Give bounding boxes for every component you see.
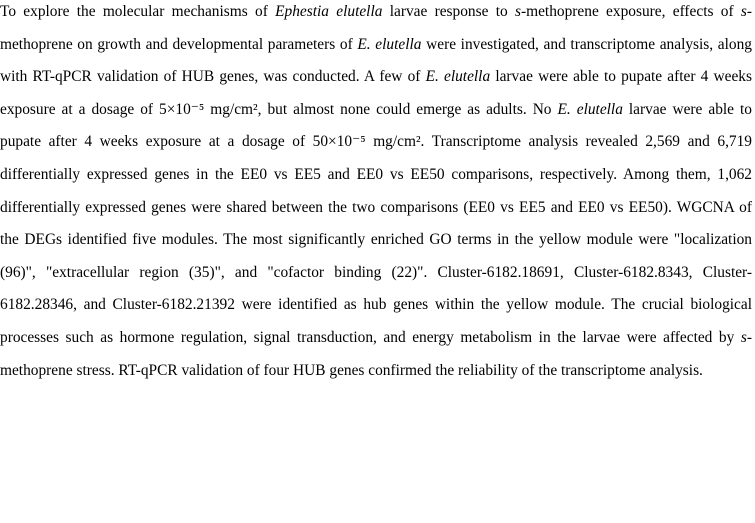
species-name-italic: E. elutella bbox=[557, 100, 623, 118]
italic-prefix: s bbox=[740, 328, 747, 346]
italic-prefix: s bbox=[740, 3, 747, 20]
abstract-text: -methoprene stress. RT-qPCR validation of four HUB genes confirmed the reliability of the transcriptome analysis. bbox=[0, 328, 752, 379]
species-name-italic: E. elutella bbox=[425, 68, 491, 86]
abstract-text: larvae were able to pupate after 4 weeks exposure at a dosage of 50×10⁻⁵ mg/cm². Transcriptome analysis revealed 2,569 and 6,719 differentially expressed genes in the EE0 vs EE5 and EE0 vs EE50 comparisons, respectively. Among them, 1,062 differentially expressed genes were shared between the two comparisons (EE0 vs EE5 and EE0 vs EE50). WGCNA of the DEGs identified five modules. The most significantly enriched GO terms in the yellow module were "localization (96)", "extracellular region (35)", and "cofactor binding (22)". Cluster-6182.18691, Cluster-6182.8343, Cluster-6182.28346, and Cluster-6182.21392 were identified as hub genes within the yellow module. The crucial biological processes such as hormone regulation, signal transduction, and energy metabolism in the larvae were affected by bbox=[0, 100, 752, 346]
abstract-text: larvae response to bbox=[382, 3, 515, 20]
abstract-text: -methoprene on growth and developmental parameters of bbox=[0, 3, 753, 53]
species-name-italic: Ephestia elutella bbox=[275, 3, 383, 20]
italic-prefix: s bbox=[515, 3, 521, 20]
species-name-italic: E. elutella bbox=[357, 35, 422, 53]
abstract-text: -methoprene exposure, effects of bbox=[521, 3, 741, 20]
abstract-text: were investigated, and transcriptome analysis, along with RT-qPCR validation of HUB genes, was conducted. A few of bbox=[0, 35, 752, 86]
abstract-text: To explore the molecular mechanisms of bbox=[0, 3, 276, 20]
abstract-text: larvae were able to pupate after 4 weeks exposure at a dosage of 5×10⁻⁵ mg/cm², but almost none could emerge as adults. No bbox=[0, 68, 752, 118]
